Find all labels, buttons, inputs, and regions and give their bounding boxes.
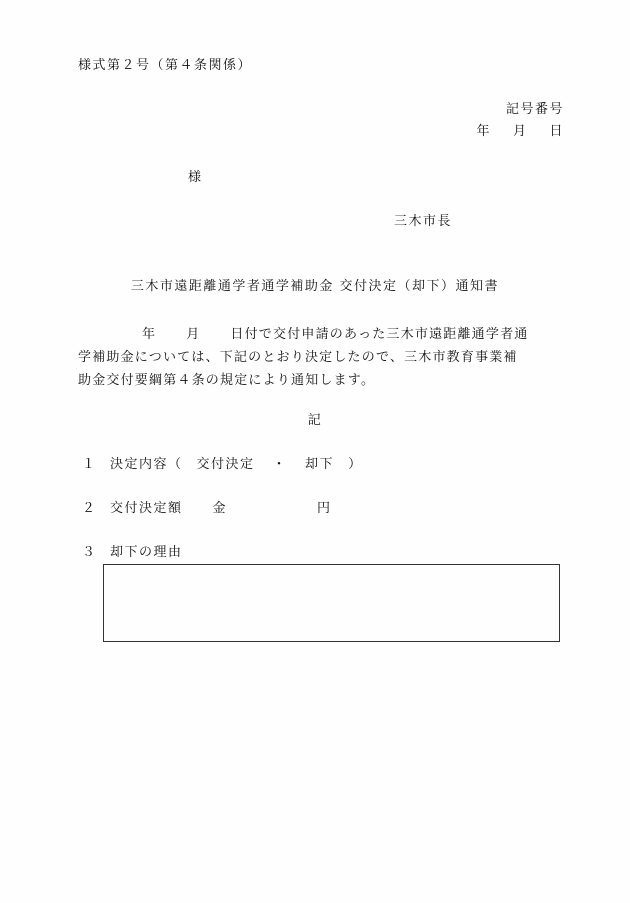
body-line-3: 助金交付要綱第４条の規定により通知します。 [78,373,376,388]
date-month-label: 月 [512,124,528,139]
item-number: １ [82,457,97,472]
recipient-honorific: 様 [188,170,203,185]
item-rejection-reason [82,545,183,561]
date-day-label: 日 [549,124,564,139]
issue-date [476,124,564,140]
item-label: 交付決定額 [110,501,183,516]
item-number: ２ [82,501,97,516]
option-grant: 交付決定 [196,457,255,472]
item-grant-amount [82,501,332,517]
rejection-reason-box [103,564,560,642]
item-number: ３ [82,545,97,560]
money-prefix: 金 [212,501,228,516]
item-decision-content [82,457,363,473]
body-month-label: 月 [186,327,201,342]
item-close-paren: ） [348,457,363,472]
money-unit: 円 [317,501,332,516]
option-separator: ・ [272,457,288,472]
body-line-1-text: 日付で交付申請のあった三木市遠距離通学者通 [230,327,529,342]
issuer-name: 三木市長 [394,214,453,229]
notice-body [78,323,568,392]
document-title: 三木市遠距離通学者通学補助金 交付決定（却下）通知書 [130,279,500,294]
item-label: 決定内容（ [110,457,183,472]
body-line-2: 学補助金については、下記のとおり決定したので、三木市教育事業補 [78,350,518,365]
record-number-label: 記号番号 [505,102,564,117]
body-year-label: 年 [142,327,157,342]
date-year-label: 年 [476,124,491,139]
form-number: 様式第２号（第４条関係） [78,58,253,73]
option-reject: 却下 [305,457,335,472]
item-label: 却下の理由 [110,545,183,560]
ki-heading: 記 [307,413,323,428]
body-line-1 [78,323,568,346]
